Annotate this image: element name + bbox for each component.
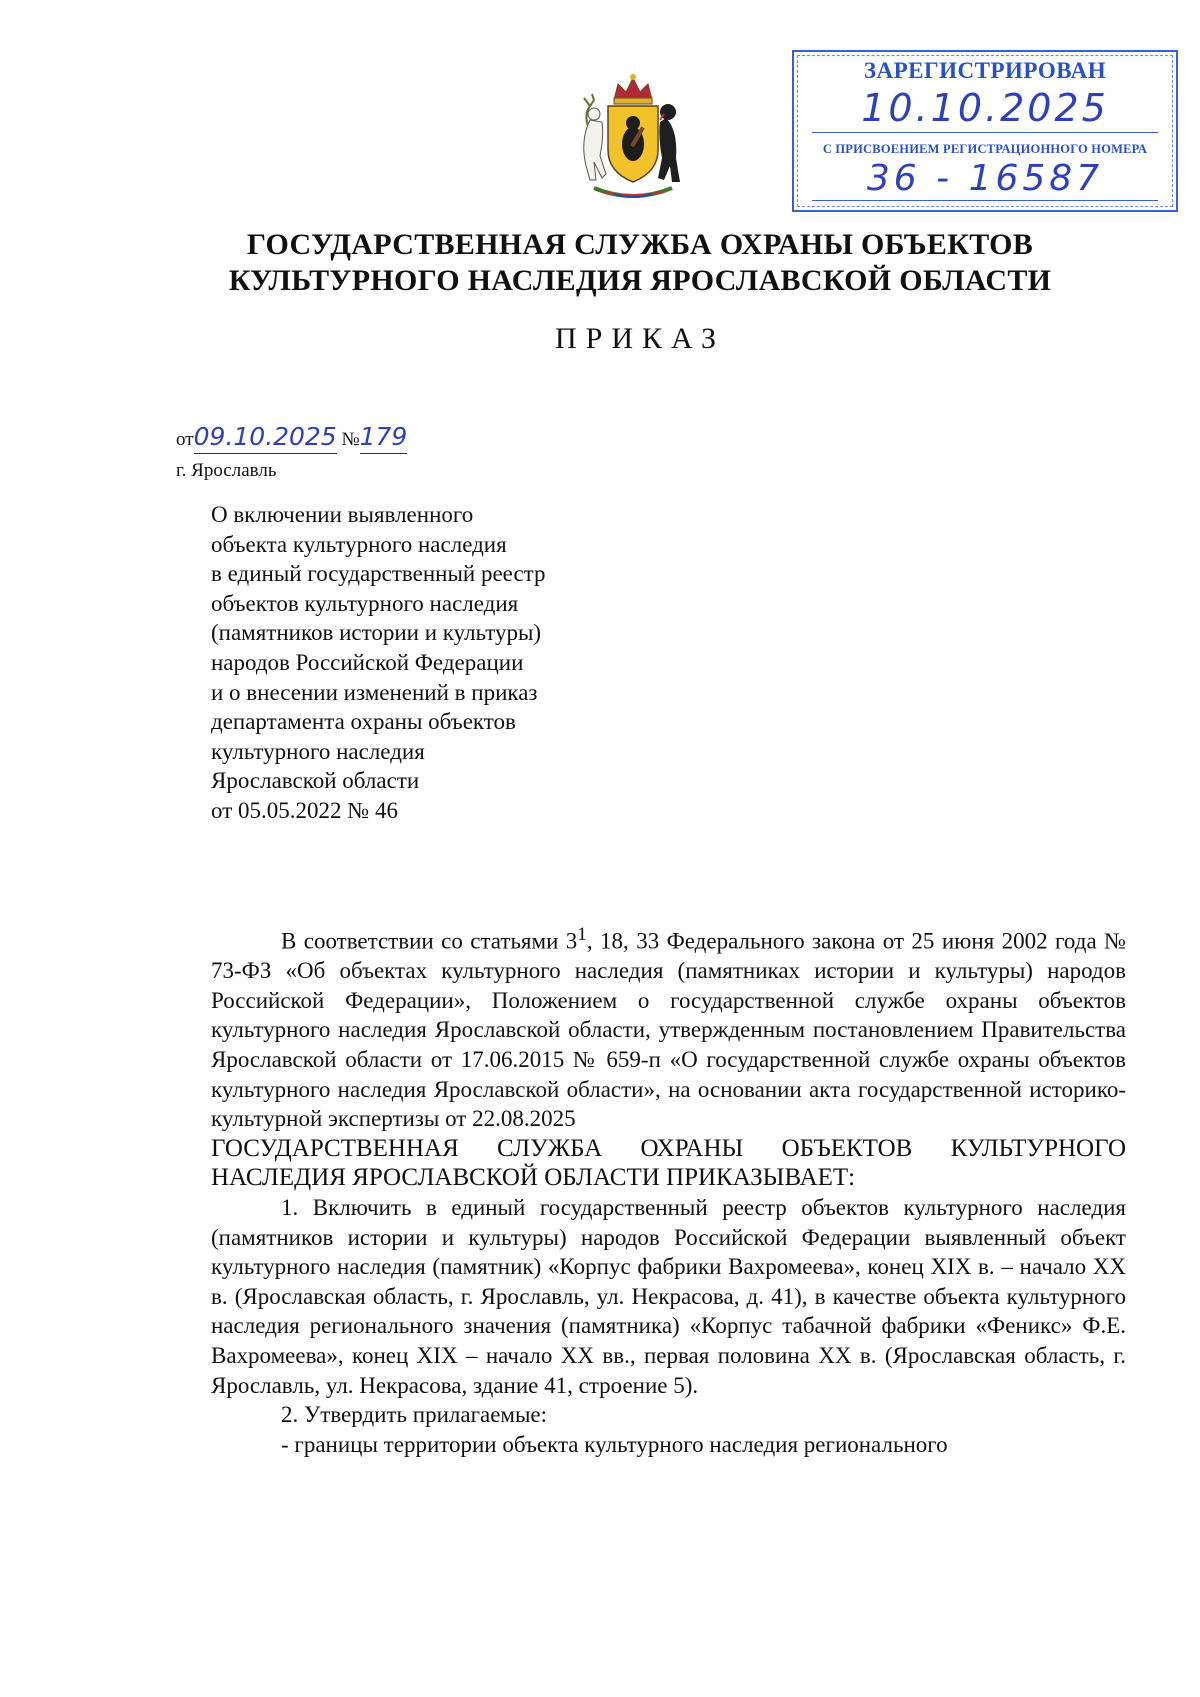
- subject-line: от 05.05.2022 № 46: [211, 797, 398, 823]
- preamble-paragraph: [211, 920, 1126, 1134]
- stamp-divider: [812, 200, 1158, 201]
- number-prefix: №: [341, 429, 360, 450]
- order-number-handwritten: 179: [359, 422, 408, 451]
- registration-stamp: [792, 50, 1178, 212]
- subject-line: (памятников истории и культуры): [211, 620, 542, 646]
- order-item-2-subitem: - границы территории объекта культурного наследия регионального: [281, 1431, 948, 1457]
- order-subject: [211, 500, 671, 826]
- stamp-subtitle: С ПРИСВОЕНИЕМ РЕГИСТРАЦИОННОГО НОМЕРА: [822, 142, 1148, 156]
- stamp-registration-number: 36 - 16587: [866, 158, 1104, 199]
- article-superscript: 1: [577, 924, 587, 945]
- organization-name-line1: ГОСУДАРСТВЕННАЯ СЛУЖБА ОХРАНЫ ОБЪЕКТОВ: [246, 228, 1034, 261]
- order-body: [211, 920, 1126, 1459]
- organization-name-line2: КУЛЬТУРНОГО НАСЛЕДИЯ ЯРОСЛАВСКОЙ ОБЛАСТИ: [228, 264, 1052, 297]
- order-date-handwritten: 09.10.2025: [193, 422, 337, 451]
- orders-statement: ГОСУДАРСТВЕННАЯ СЛУЖБА ОХРАНЫ ОБЪЕКТОВ КУЛЬТУРНОГО НАСЛЕДИЯ ЯРОСЛАВСКОЙ ОБЛАСТИ ПРИКАЗЫВАЕТ:: [211, 1134, 1126, 1192]
- stamp-date-handwritten: 10.10.2025: [861, 86, 1109, 130]
- subject-line: объекта культурного наследия: [211, 531, 507, 557]
- stamp-divider: [812, 132, 1158, 133]
- preamble-text-start: В соответствии со статьями 3: [281, 928, 578, 954]
- stamp-title: ЗАРЕГИСТРИРОВАН: [863, 58, 1107, 83]
- date-prefix: от: [176, 429, 194, 450]
- order-item-2: 2. Утвердить прилагаемые:: [281, 1402, 548, 1428]
- city-label: г. Ярославль: [176, 460, 277, 481]
- subject-line: О включении выявленного: [211, 502, 474, 527]
- order-item-1: 1. Включить в единый государственный реестр объектов культурного наследия (памятников истории и культуры) народов Российской Федерации выявленный объект культурного наследия (памятник) «Корпус фабрики Вахромеева», конец XIX в. – начало XX в. (Ярославская область, г. Ярославль, ул. Некрасова, д. 41), в качестве объекта культурного наследия регионального значения (памятника) «Корпус табачной фабрики «Феникс» Ф.Е. Вахромеева», конец XIX – начало XX вв., первая половина XX в. (Ярославская область, г. Ярославль, ул. Некрасова, здание 41, строение 5).: [211, 1195, 1126, 1398]
- subject-line: объектов культурного наследия: [211, 590, 519, 616]
- subject-line: в единый государственный реестр: [211, 561, 546, 587]
- subject-line: народов Российской Федерации: [211, 649, 524, 675]
- coat-of-arms-emblem: [574, 70, 692, 205]
- subject-line: культурного наследия: [211, 738, 425, 764]
- subject-line: департамента охраны объектов: [211, 709, 516, 735]
- document-type-title: ПРИКАЗ: [555, 322, 725, 355]
- order-date-number-line: [176, 424, 407, 454]
- subject-line: Ярославской области: [211, 768, 420, 794]
- preamble-text-rest: , 18, 33 Федерального закона от 25 июня 2002 года № 73-ФЗ «Об объектах культурного наследия (памятниках истории и культуры) народов Российской Федерации», Положением о государственной службе охраны объектов культурного наследия Ярославской области, утвержденным постановлением Правительства Ярославской области от 17.06.2015 № 659-п «О государственной службе охраны объектов культурного наследия Ярославской области», на основании акта государственной историко-культурной экспертизы от 22.08.2025: [211, 928, 1127, 1132]
- subject-line: и о внесении изменений в приказ: [211, 679, 538, 705]
